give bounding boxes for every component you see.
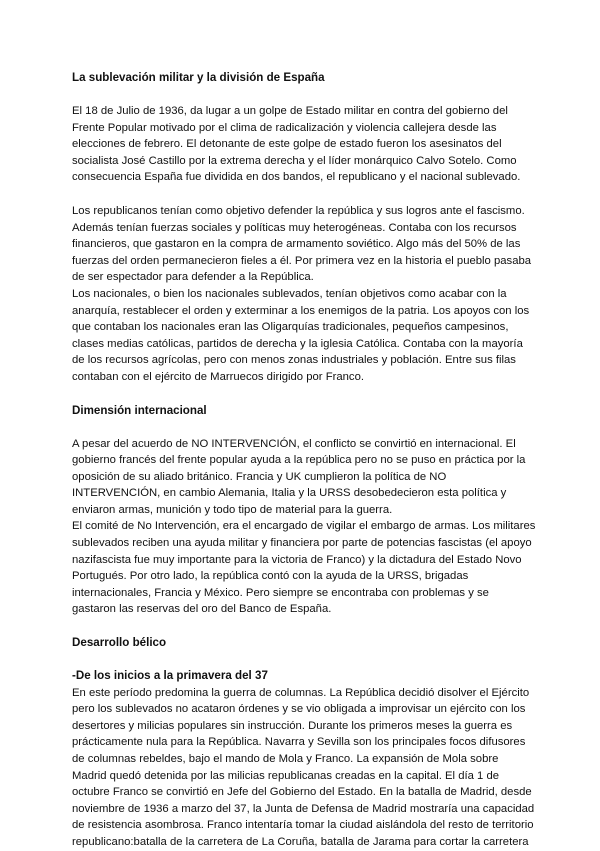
paragraph-nacionales — [72, 286, 528, 386]
document-page — [72, 70, 536, 851]
text-line: oposición de su aliado británico. Francia y UK cumplieron la política de NO — [72, 470, 447, 483]
text-line: financieros, que gastaron en la compra de armamento soviético. Algo más del 50% de las — [72, 238, 521, 251]
text-line: Además tenían fuerzas sociales y políticas muy heterogéneas. Contaba con los recursos — [72, 221, 517, 234]
text-line: El 18 de Julio de 1936, da lugar a un golpe de Estado militar en contra del gobierno del — [72, 105, 508, 117]
spacer — [72, 651, 528, 668]
spacer — [72, 419, 528, 436]
text-line: anarquía, restablecer el orden y exterminar a los enemigos de la patria. Los apoyos con los — [72, 304, 530, 317]
text-line: noviembre de 1936 a marzo del 37, la Junta de Defensa de Madrid mostraría una capacidad — [72, 802, 535, 815]
spacer — [72, 86, 528, 103]
text-line: gobierno francés del frente popular ayuda a la república pero no se puso en práctica por la — [72, 454, 526, 467]
paragraph-comite — [72, 518, 536, 618]
text-line: de resistencia asombrosa. Franco intentaría tomar la ciudad aislándola del resto de territorio — [72, 819, 534, 832]
text-line: contaban con el ejército de Marruecos dirigido por Franco. — [72, 370, 364, 383]
text-line: gastaron las reservas del oro del Banco de España. — [72, 603, 332, 616]
spacer — [72, 186, 528, 203]
text-line: socialista José Castillo por la extrema derecha y el líder monárquico Calvo Sotelo. Como — [72, 154, 517, 167]
text-line: consecuencia España fue dividida en dos bandos, el republicano y el nacional sublevado. — [72, 171, 521, 184]
text-line: que contaban los nacionales eran las Oligarquías tradicionales, pequeños campesinos, — [72, 321, 509, 334]
text-line: de columnas rebeldes, bajo el mando de Mola y Franco. La expansión de Mola sobre — [72, 753, 499, 765]
text-line: Portugués. Por otro lado, la república contó con la ayuda de la URSS, brigadas — [72, 570, 469, 583]
text-line: de los recursos agrícolas, pero con menos zonas industriales y población. Entre sus filas — [72, 354, 516, 367]
text-line: Los nacionales, o bien los nacionales sublevados, tenían objetivos como acabar con la — [72, 287, 507, 300]
text-line: Frente Popular motivado por el clima de radicalización y violencia callejera desde las — [72, 121, 497, 134]
text-line: El comité de No Intervención, era el encargado de vigilar el embargo de armas. Los militares — [72, 520, 536, 533]
text-line: INTERVENCIÓN, en cambio Alemania, Italia y la URSS desobedecieron esta política y — [72, 487, 507, 500]
paragraph-desarrollo — [72, 685, 535, 851]
text-line: sublevados reciben una ayuda militar y financiera por parte de potencias fascistas (el apoyo — [72, 537, 532, 550]
subsection-title: -De los inicios a la primavera del 37 — [72, 669, 268, 683]
text-line: de ser espectador para defender a la República. — [72, 271, 314, 284]
spacer — [72, 618, 528, 635]
text-line: octubre Franco se convirtió en Jefe del Gobierno del Estado. En la batalla de Madrid, desde — [72, 786, 532, 799]
paragraph-intro — [72, 103, 528, 186]
text-line: enviaron armas, munición y todo tipo de material para la guerra. — [72, 503, 393, 516]
text-line: fuerzas del orden permanecieron fieles a él. Por primera vez en la historia el pueblo pasaba — [72, 254, 532, 267]
section-title-internacional: Dimensión internacional — [72, 403, 207, 417]
text-line: republicano:batalla de la carretera de La Coruña, batalla de Jarama para cortar la carretera — [72, 835, 529, 848]
text-line: internacionales, Francia y México. Pero siempre se encontraba con problemas y se — [72, 586, 489, 599]
section-title-desarrollo: Desarrollo bélico — [72, 636, 167, 650]
text-line: elecciones de febrero. El detonante de este golpe de estado fueron los asesinatos del — [72, 138, 502, 151]
text-line: clases medias católicas, partidos de derecha y la iglesia Católica. Contaba con la mayoría — [72, 337, 523, 350]
document-title: La sublevación militar y la división de España — [72, 71, 325, 84]
text-line: desertores y milicias populares sin instrucción. Durante los primeros meses la guerra es — [72, 719, 513, 732]
spacer — [72, 386, 528, 403]
text-line: nazifascista fue muy importante para la victoria de Franco) y la dictadura del Estado Novo — [72, 553, 522, 566]
text-line: pero los sublevados no acataron órdenes y se vio obligada a improvisar un ejército con los — [72, 703, 526, 716]
text-line: prácticamente nula para la República. Navarra y Sevilla son los principales focos difusores — [72, 736, 526, 749]
text-line: Los republicanos tenían como objetivo defender la república y sus logros ante el fascismo. — [72, 204, 525, 217]
text-line: A pesar del acuerdo de NO INTERVENCIÓN, el conflicto se convirtió en internacional. El — [72, 437, 516, 450]
text-line: Madrid quedó detenida por las milicias republicanas creadas en la capital. El día 1 de — [72, 769, 500, 782]
text-line: En este período predomina la guerra de columnas. La República decidió disolver el Ejército — [72, 686, 530, 699]
paragraph-internacional — [72, 436, 528, 519]
paragraph-republicanos — [72, 203, 532, 286]
